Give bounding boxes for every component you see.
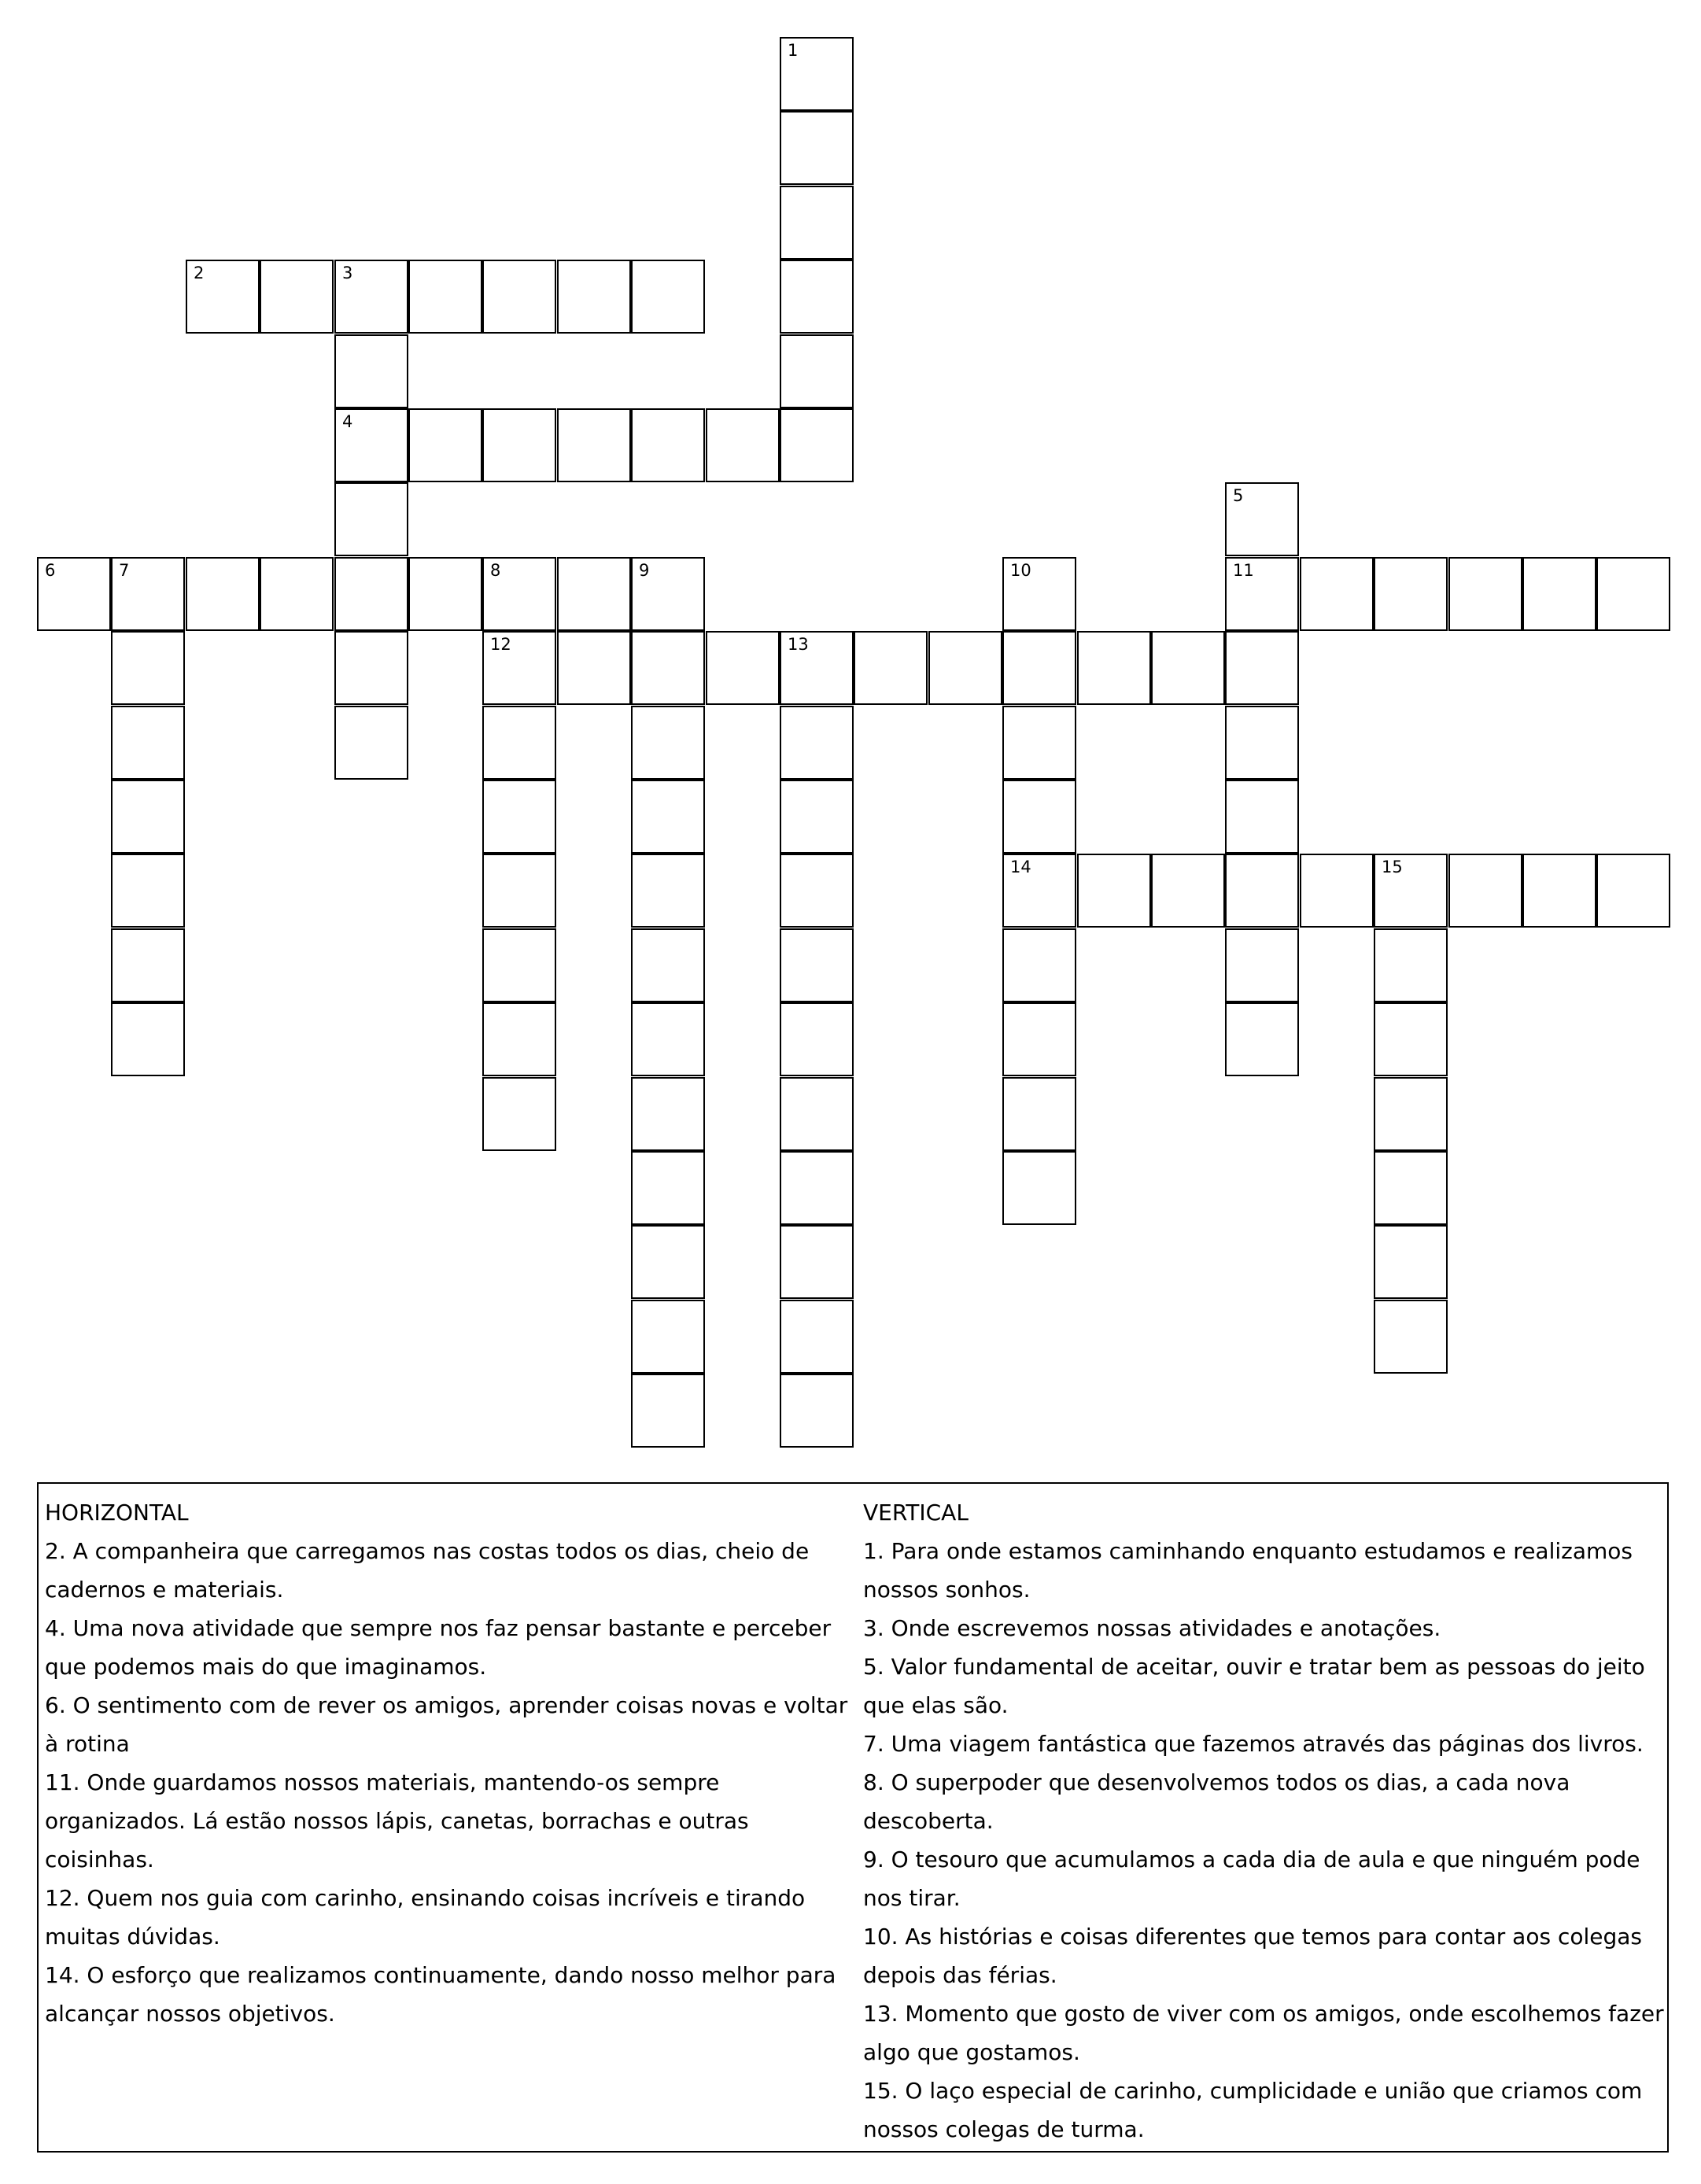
crossword-cell[interactable]: [780, 1002, 854, 1076]
crossword-cell[interactable]: [482, 928, 556, 1002]
crossword-cell[interactable]: [780, 186, 854, 260]
crossword-cell[interactable]: [706, 408, 780, 482]
crossword-cell[interactable]: [408, 260, 482, 334]
clue-vertical-15: 15. O laço especial de carinho, cumplicidade e união que criamos com nossos colegas de turma.: [863, 2078, 1643, 2142]
crossword-cell[interactable]: [1374, 557, 1448, 631]
crossword-cell[interactable]: [631, 1002, 705, 1076]
crossword-cell[interactable]: [557, 408, 631, 482]
crossword-cell[interactable]: [780, 780, 854, 854]
crossword-cell[interactable]: [334, 408, 408, 482]
horizontal-heading: HORIZONTAL: [45, 1500, 189, 1525]
crossword-cell[interactable]: [780, 111, 854, 185]
clue-number: 3: [342, 264, 353, 282]
clue-horizontal-4: 4. Uma nova atividade que sempre nos faz pensar bastante e perceber que podemos mais do que imaginamos.: [45, 1615, 832, 1680]
crossword-cell[interactable]: [482, 1077, 556, 1151]
crossword-cell[interactable]: [482, 706, 556, 780]
crossword-cell[interactable]: [631, 260, 705, 334]
vertical-clues-column: [863, 1493, 1666, 2149]
crossword-cell[interactable]: [706, 631, 780, 705]
clue-number: 10: [1010, 561, 1031, 580]
clue-number: 6: [45, 561, 56, 580]
clue-vertical-1: 1. Para onde estamos caminhando enquanto estudamos e realizamos nossos sonhos.: [863, 1538, 1633, 1603]
crossword-cell[interactable]: [780, 928, 854, 1002]
clue-number: 13: [788, 635, 809, 654]
crossword-cell[interactable]: [780, 1374, 854, 1448]
crossword-cell[interactable]: [111, 557, 185, 631]
crossword-cell[interactable]: [1002, 854, 1076, 928]
crossword-cell[interactable]: [482, 408, 556, 482]
crossword-cell[interactable]: [111, 854, 185, 928]
crossword-cell[interactable]: [482, 260, 556, 334]
crossword-cell[interactable]: [186, 557, 260, 631]
crossword-cell[interactable]: [1225, 1002, 1299, 1076]
crossword-cell[interactable]: [631, 706, 705, 780]
clue-number: 1: [788, 41, 799, 60]
clue-number: 12: [490, 635, 511, 654]
crossword-cell[interactable]: [631, 928, 705, 1002]
crossword-cell[interactable]: [1002, 780, 1076, 854]
crossword-cell[interactable]: [111, 780, 185, 854]
crossword-cell[interactable]: [1002, 557, 1076, 631]
crossword-cell[interactable]: [631, 1374, 705, 1448]
crossword-cell[interactable]: [1002, 1151, 1076, 1225]
crossword-cell[interactable]: [1448, 557, 1522, 631]
clue-number: 7: [119, 561, 130, 580]
crossword-cell[interactable]: [482, 1002, 556, 1076]
crossword-cell[interactable]: [111, 631, 185, 705]
crossword-cell[interactable]: [557, 557, 631, 631]
crossword-cell[interactable]: [631, 1225, 705, 1299]
crossword-cell[interactable]: [1374, 1151, 1448, 1225]
crossword-cell[interactable]: [1225, 631, 1299, 705]
crossword-cell[interactable]: [1002, 928, 1076, 1002]
clue-vertical-7: 7. Uma viagem fantástica que fazemos através das páginas dos livros.: [863, 1731, 1644, 1757]
crossword-cell[interactable]: [482, 631, 556, 705]
clue-number: 9: [639, 561, 650, 580]
clue-vertical-13: 13. Momento que gosto de viver com os amigos, onde escolhemos fazer algo que gostamos.: [863, 2001, 1664, 2065]
clue-vertical-5: 5. Valor fundamental de aceitar, ouvir e tratar bem as pessoas do jeito que elas são.: [863, 1654, 1645, 1718]
crossword-cell[interactable]: [1374, 928, 1448, 1002]
crossword-cell[interactable]: [408, 557, 482, 631]
crossword-cell[interactable]: [780, 1300, 854, 1374]
crossword-cell[interactable]: [780, 260, 854, 334]
clues-box: [37, 1482, 1669, 2153]
crossword-cell[interactable]: [1225, 557, 1299, 631]
crossword-cell[interactable]: [334, 557, 408, 631]
crossword-cell[interactable]: [1002, 1002, 1076, 1076]
crossword-cell[interactable]: [1374, 1300, 1448, 1374]
crossword-cell[interactable]: [1596, 557, 1670, 631]
crossword-cell[interactable]: [557, 631, 631, 705]
clue-number: 11: [1233, 561, 1254, 580]
crossword-cell[interactable]: [111, 1002, 185, 1076]
crossword-cell[interactable]: [1077, 631, 1151, 705]
crossword-cell[interactable]: [631, 1151, 705, 1225]
crossword-cell[interactable]: [1151, 631, 1225, 705]
crossword-cell[interactable]: [334, 334, 408, 408]
crossword-cell[interactable]: [1225, 928, 1299, 1002]
crossword-cell[interactable]: [334, 631, 408, 705]
crossword-cell[interactable]: [334, 260, 408, 334]
vertical-heading: VERTICAL: [863, 1500, 969, 1525]
crossword-cell[interactable]: [780, 631, 854, 705]
clue-vertical-3: 3. Onde escrevemos nossas atividades e anotações.: [863, 1615, 1441, 1641]
crossword-cell[interactable]: [1522, 854, 1596, 928]
clue-vertical-8: 8. O superpoder que desenvolvemos todos os dias, a cada nova descoberta.: [863, 1769, 1570, 1834]
crossword-cell[interactable]: [854, 631, 928, 705]
clue-vertical-10: 10. As histórias e coisas diferentes que temos para contar aos colegas depois das férias.: [863, 1924, 1642, 1988]
crossword-cell[interactable]: [1225, 854, 1299, 928]
crossword-cell[interactable]: [1448, 854, 1522, 928]
crossword-cell[interactable]: [1225, 780, 1299, 854]
crossword-cell[interactable]: [111, 928, 185, 1002]
clue-number: 15: [1382, 858, 1403, 876]
crossword-cell[interactable]: [780, 37, 854, 111]
crossword-cell[interactable]: [780, 1077, 854, 1151]
crossword-cell[interactable]: [482, 557, 556, 631]
crossword-cell[interactable]: [631, 1300, 705, 1374]
crossword-cell[interactable]: [1300, 854, 1374, 928]
crossword-cell[interactable]: [37, 557, 111, 631]
crossword-cell[interactable]: [631, 1077, 705, 1151]
crossword-cell[interactable]: [482, 854, 556, 928]
clue-number: 4: [342, 412, 353, 431]
clue-horizontal-6: 6. O sentimento com de rever os amigos, aprender coisas novas e voltar à rotina: [45, 1692, 848, 1757]
crossword-cell[interactable]: [1374, 1077, 1448, 1151]
crossword-cell[interactable]: [1077, 854, 1151, 928]
clue-horizontal-11: 11. Onde guardamos nossos materiais, mantendo-os sempre organizados. Lá estão nossos lápis, canetas, borrachas e outras coisinhas.: [45, 1769, 749, 1872]
crossword-cell[interactable]: [260, 557, 334, 631]
crossword-cell[interactable]: [557, 260, 631, 334]
crossword-cell[interactable]: [186, 260, 260, 334]
clue-horizontal-12: 12. Quem nos guia com carinho, ensinando coisas incríveis e tirando muitas dúvidas.: [45, 1885, 806, 1950]
crossword-cell[interactable]: [1225, 706, 1299, 780]
crossword-cell[interactable]: [334, 706, 408, 780]
crossword-cell[interactable]: [111, 706, 185, 780]
crossword-cell[interactable]: [1374, 1225, 1448, 1299]
crossword-cell[interactable]: [631, 780, 705, 854]
crossword-cell[interactable]: [1002, 631, 1076, 705]
crossword-cell[interactable]: [631, 557, 705, 631]
crossword-cell[interactable]: [780, 1151, 854, 1225]
crossword-cell[interactable]: [1596, 854, 1670, 928]
crossword-cell[interactable]: [1002, 1077, 1076, 1151]
crossword-cell[interactable]: [631, 408, 705, 482]
crossword-cell[interactable]: [408, 408, 482, 482]
crossword-cell[interactable]: [780, 408, 854, 482]
crossword-cell[interactable]: [334, 482, 408, 556]
crossword-cell[interactable]: [1002, 706, 1076, 780]
crossword-cell[interactable]: [1374, 1002, 1448, 1076]
crossword-cell[interactable]: [482, 780, 556, 854]
crossword-cell[interactable]: [1300, 557, 1374, 631]
clue-horizontal-14: 14. O esforço que realizamos continuamente, dando nosso melhor para alcançar nossos objetivos.: [45, 1962, 836, 2027]
crossword-cell[interactable]: [1374, 854, 1448, 928]
crossword-cell[interactable]: [1151, 854, 1225, 928]
crossword-cell[interactable]: [780, 706, 854, 780]
crossword-cell[interactable]: [631, 854, 705, 928]
crossword-cell[interactable]: [1225, 482, 1299, 556]
clue-vertical-9: 9. O tesouro que acumulamos a cada dia de aula e que ninguém pode nos tirar.: [863, 1846, 1640, 1911]
crossword-cell[interactable]: [780, 334, 854, 408]
crossword-cell[interactable]: [928, 631, 1002, 705]
crossword-cell[interactable]: [780, 1225, 854, 1299]
clue-horizontal-2: 2. A companheira que carregamos nas costas todos os dias, cheio de cadernos e materiais.: [45, 1538, 810, 1603]
clue-number: 2: [194, 264, 205, 282]
clue-number: 5: [1233, 486, 1244, 505]
crossword-cell[interactable]: [631, 631, 705, 705]
clue-number: 8: [490, 561, 501, 580]
horizontal-clues-column: [45, 1493, 863, 2033]
crossword-cell[interactable]: [1522, 557, 1596, 631]
clue-number: 14: [1010, 858, 1031, 876]
crossword-cell[interactable]: [780, 854, 854, 928]
crossword-cell[interactable]: [260, 260, 334, 334]
